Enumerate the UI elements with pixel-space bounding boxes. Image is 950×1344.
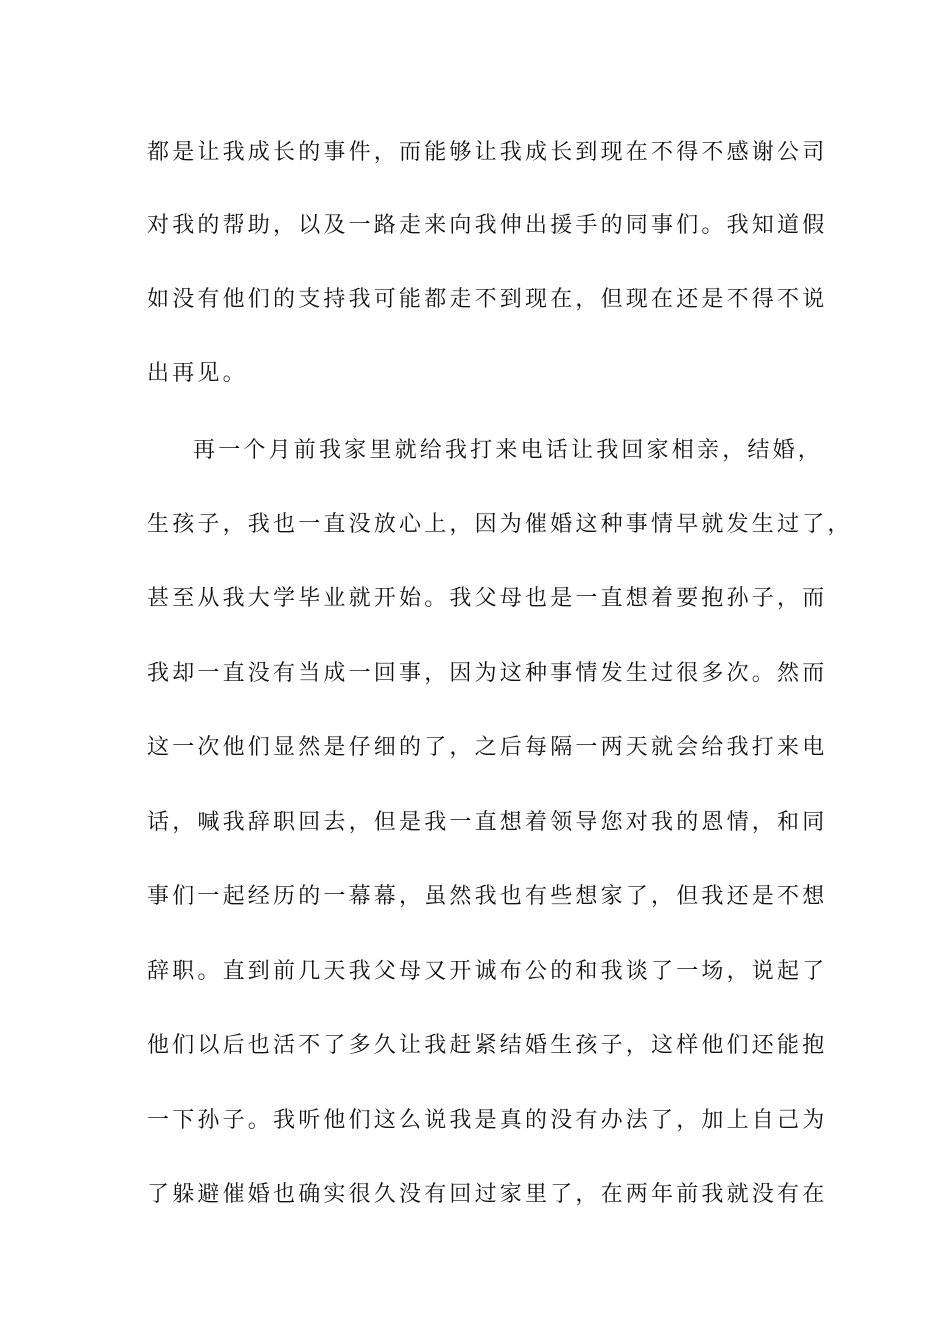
text-line: 他们以后也活不了多久让我赶紧结婚生孩子，这样他们还能抱: [147, 1033, 828, 1058]
text-line: 事们一起经历的一幕幕，虽然我也有些想家了，但我还是不想: [147, 884, 828, 909]
text-line: 如没有他们的支持我可能都走不到现在，但现在还是不得不说: [147, 287, 828, 312]
text-line: 出再见。: [147, 361, 248, 386]
paragraph-first-line: 再一个月前我家里就给我打来电话让我回家相亲，结婚，: [193, 438, 824, 463]
text-line: 生孩子，我也一直没放心上，因为催婚这种事情早就发生过了，: [147, 512, 853, 537]
text-line: 了躲避催婚也确实很久没有回过家里了，在两年前我就没有在: [147, 1182, 828, 1207]
text-line: 甚至从我大学毕业就开始。我父母也是一直想着要抱孙子，而: [147, 586, 828, 611]
text-line: 话，喊我辞职回去，但是我一直想着领导您对我的恩情，和同: [147, 810, 828, 835]
text-line: 一下孙子。我听他们这么说我是真的没有办法了，加上自己为: [147, 1108, 828, 1133]
text-line: 都是让我成长的事件，而能够让我成长到现在不得不感谢公司: [147, 140, 828, 165]
text-line: 对我的帮助，以及一路走来向我伸出援手的同事们。我知道假: [147, 213, 828, 238]
text-line: 这一次他们显然是仔细的了，之后每隔一两天就会给我打来电: [147, 735, 828, 760]
text-line: 我却一直没有当成一回事，因为这种事情发生过很多次。然而: [147, 661, 828, 686]
text-line: 辞职。直到前几天我父母又开诚布公的和我谈了一场，说起了: [147, 959, 828, 984]
